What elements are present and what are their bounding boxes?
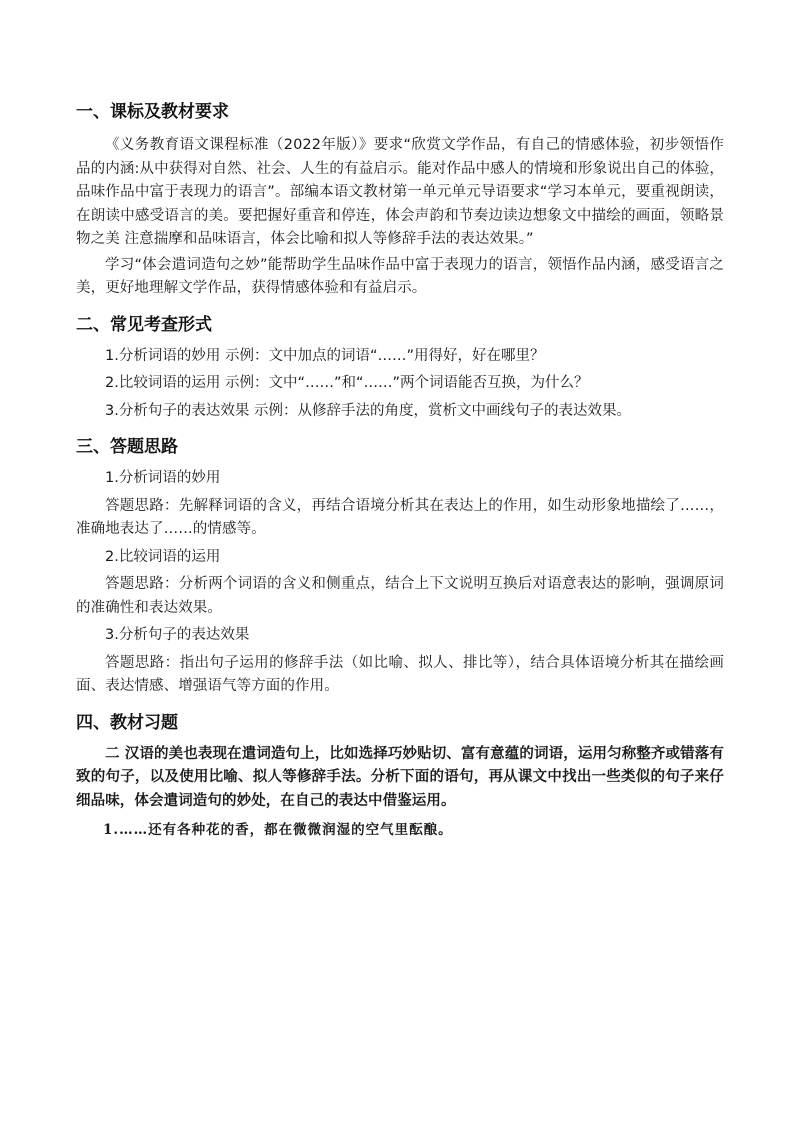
- section-heading-3: 三、答题思路: [76, 437, 178, 457]
- subsection-title-2: 2.比较词语的运用: [105, 548, 221, 565]
- section1-paragraph-2: 学习“体会遣词造句之妙”能帮助学生品味作品中富于表现力的语言，领悟作品内涵，感受语言之美，更好地理解文学作品，获得情感体验和有益启示。: [76, 256, 724, 296]
- exercise-paragraph: 二 汉语的美也表现在遣词造句上，比如选择巧妙贴切、富有意蕴的词语，运用匀称整齐或错落有致的句子，以及使用比喻、拟人等修辞手法。分析下面的语句，再从课文中找出一些类似的句子来仔细品味，体会遣词造句的妙处，在自己的表达中借鉴运用。: [76, 745, 724, 809]
- section-heading-1: 一、课标及教材要求: [76, 102, 229, 122]
- list-item: 1.分析词语的妙用 示例：文中加点的词语“……”用得好，好在哪里？: [105, 347, 545, 364]
- section-heading-2: 二、常见考查形式: [76, 314, 212, 335]
- subsection-text-1: 答题思路：先解释词语的含义，再结合语境分析其在表达上的作用，如生动形象地描绘了……，准确地表达了……的情感等。: [76, 497, 724, 537]
- subsection-title-3: 3.分析句子的表达效果: [105, 627, 250, 643]
- section-heading-4: 四、教材习题: [76, 712, 178, 733]
- section1-paragraph-1: 《义务教育语文课程标准（2022年版）》要求“欣赏文学作品，有自己的情感体验，初步领悟作品的内涵:从中获得对自然、社会、人生的有益启示。能对作品中感人的情境和形象说出自己的体验，品味作品中富于表现力的语言”。部编本语文教材第一单元单元导语要求“学习本单元，要重视朗读，在朗读中感受语言的美。要把握好重音和停连，体会声韵和节奏边读边想象文中描绘的画面，领略景物之美 注意揣摩和品味语言，体会比喻和拟人等修辞手法的表达效果。”: [76, 137, 724, 247]
- exercise-example-1: 1.……还有各种花的香，都在微微润湿的空气里酝酿。: [103, 822, 453, 838]
- list-item: 3.分析句子的表达效果 示例：从修辞手法的角度，赏析文中画线句子的表达效果。: [105, 402, 631, 419]
- subsection-title-1: 1.分析词语的妙用: [105, 470, 221, 486]
- subsection-text-3: 答题思路：指出句子运用的修辞手法（如比喻、拟人、排比等），结合具体语境分析其在描绘画面、表达情感、增强语气等方面的作用。: [76, 654, 724, 694]
- list-item: 2.比较词语的运用 示例：文中“……”和“……”两个词语能否互换，为什么？: [105, 375, 589, 391]
- document-page: [76, 100, 724, 843]
- subsection-text-2: 答题思路：分析两个词语的含义和侧重点，结合上下文说明互换后对语意表达的影响，强调原词的准确性和表达效果。: [76, 576, 724, 616]
